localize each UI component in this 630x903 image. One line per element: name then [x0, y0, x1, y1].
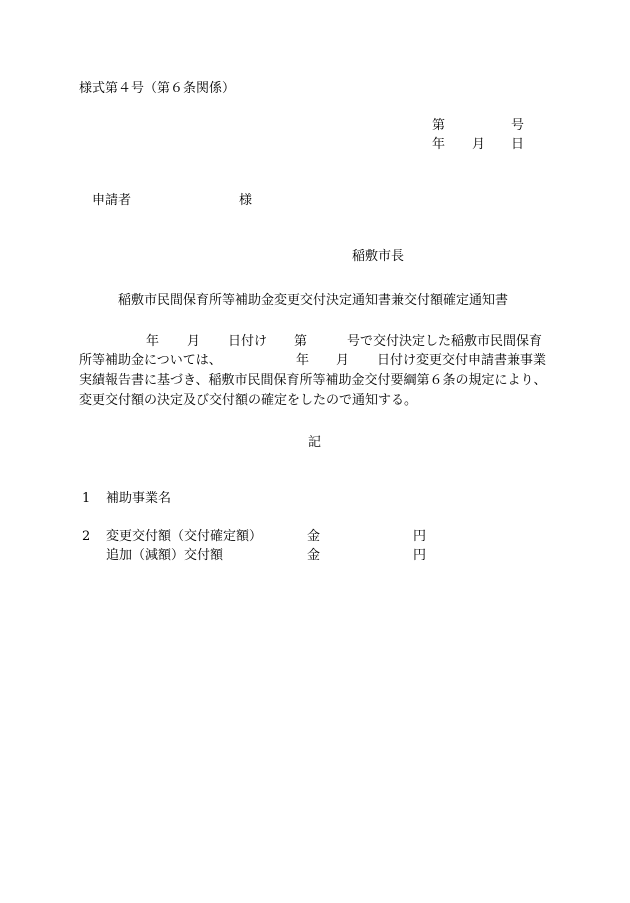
item-1-label: 補助事業名 — [106, 491, 172, 506]
doc-number-dai: 第 — [432, 118, 446, 133]
item-3-label: 追加（減額）交付額 — [106, 548, 224, 563]
body-l2-a: 所等補助金については、 — [79, 353, 222, 368]
doc-date-day: 日 — [511, 137, 525, 152]
body-l3: 実績報告書に基づき、稲敷市民間保育所等補助金交付要綱第６条の規定により、 — [79, 373, 547, 388]
addressee-suffix: 様 — [239, 193, 253, 208]
body-l1-date: 日付け — [228, 334, 268, 349]
item-1-number: 1 — [82, 491, 91, 506]
body-l4: 変更交付額の決定及び交付額の確定をしたので通知する。 — [79, 393, 418, 408]
doc-date-month: 月 — [472, 137, 486, 152]
item-3-kin: 金 — [307, 548, 321, 563]
doc-date-year: 年 — [432, 137, 446, 152]
body-l1-rest: 号で交付決定した稲敷市民間保育 — [347, 334, 543, 349]
item-2-number: 2 — [82, 529, 91, 544]
document-title: 稲敷市民間保育所等補助金変更交付決定通知書兼交付額確定通知書 — [118, 293, 509, 308]
addressee-label: 申請者 — [92, 193, 132, 208]
doc-number-go: 号 — [511, 118, 525, 133]
issuer-name: 稲敷市長 — [352, 249, 405, 264]
body-l1-dai: 第 — [294, 334, 308, 349]
item-2-yen: 円 — [413, 529, 427, 544]
body-l2-month: 月 — [336, 353, 350, 368]
body-l1-month: 月 — [187, 334, 201, 349]
item-2-kin: 金 — [307, 529, 321, 544]
item-3-yen: 円 — [413, 548, 427, 563]
body-l2-rest: 日付け変更交付申請書兼事業 — [377, 353, 547, 368]
body-l1-year: 年 — [146, 334, 160, 349]
form-label: 様式第４号（第６条関係） — [79, 81, 236, 96]
ki-label: 記 — [308, 435, 322, 450]
body-l2-year: 年 — [296, 353, 310, 368]
item-2-label: 変更交付額（交付確定額） — [106, 529, 263, 544]
